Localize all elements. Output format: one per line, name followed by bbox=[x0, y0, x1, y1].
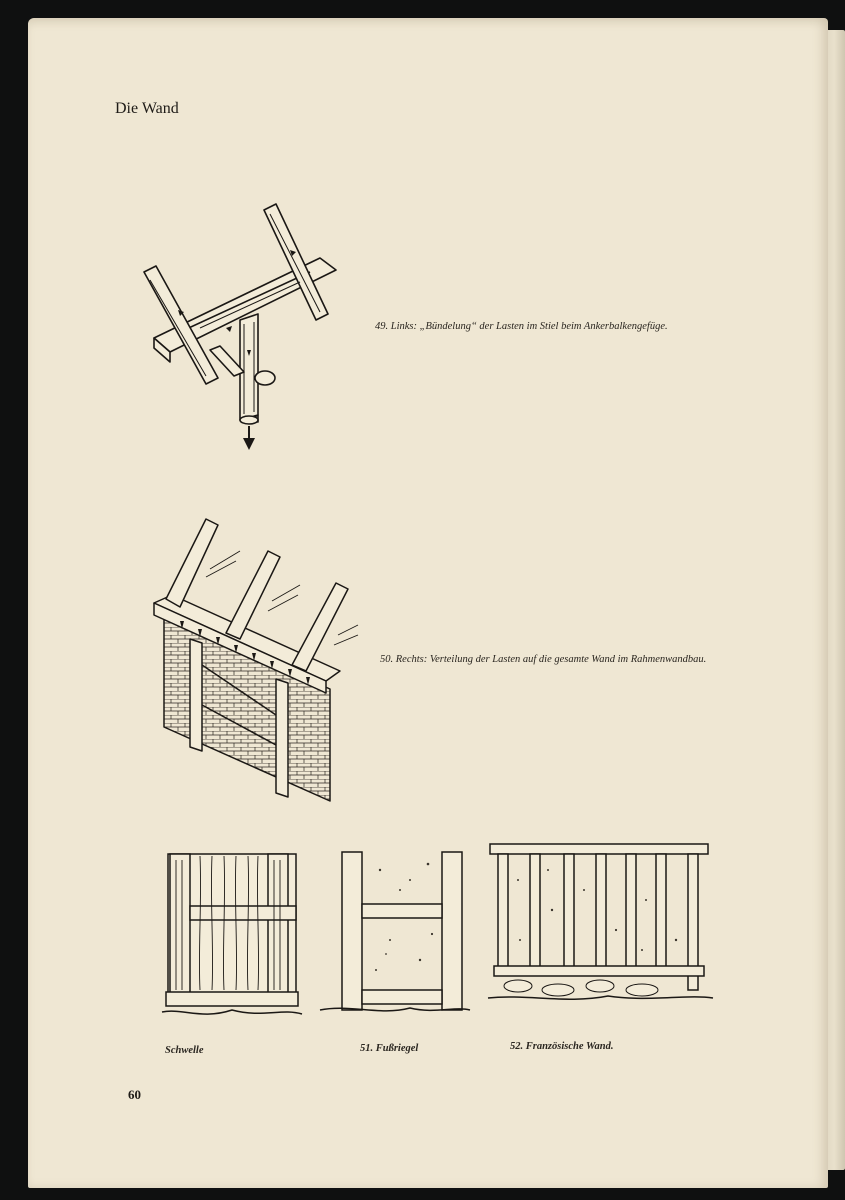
figure-49-anchor-beam-joint bbox=[140, 200, 340, 460]
figure-50-frame-wall bbox=[150, 515, 360, 805]
page-number: 60 bbox=[128, 1087, 141, 1102]
figure-51-caption: 51. Fußriegel bbox=[360, 1043, 419, 1054]
figure-schwelle-wall bbox=[162, 850, 302, 1025]
figure-schwelle-caption: Schwelle bbox=[165, 1045, 204, 1056]
figure-50-caption: 50. Rechts: Verteilung der Lasten auf die gesamte Wand im Rahmenwandbau. bbox=[380, 654, 707, 665]
figure-49-caption: 49. Links: „Bündelung“ der Lasten im Stiel beim Ankerbalkengefüge. bbox=[375, 321, 668, 332]
figure-52-french-wall bbox=[488, 840, 713, 1010]
figure-51-fussriegel-wall bbox=[320, 850, 470, 1020]
running-head: Die Wand bbox=[115, 100, 179, 117]
figure-52-caption: 52. Französische Wand. bbox=[510, 1041, 614, 1052]
